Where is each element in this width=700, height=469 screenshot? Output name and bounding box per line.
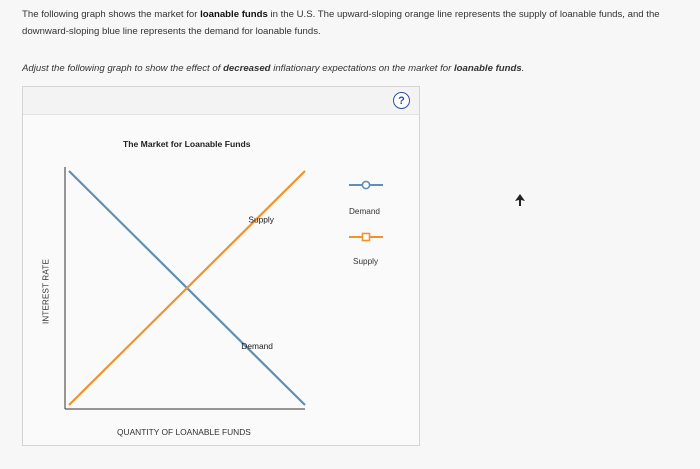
mouse-cursor-icon: [515, 194, 525, 206]
instruction-part-3: .: [521, 63, 525, 74]
instruction-part-1: Adjust the following graph to show the effect of: [22, 63, 224, 74]
chart-title: The Market for Loanable Funds: [123, 139, 251, 149]
legend-demand-label[interactable]: Demand: [349, 207, 380, 216]
instruction-text: [22, 63, 682, 74]
intro-text-1: The following graph shows the market for: [22, 9, 201, 20]
intro-bold-loanable-funds: loanable funds: [200, 9, 268, 20]
x-axis-label: QUANTITY OF LOANABLE FUNDS: [117, 427, 251, 437]
y-axis-label: INTEREST RATE: [41, 259, 51, 324]
intro-paragraph: [22, 6, 682, 40]
help-icon[interactable]: ?: [393, 92, 410, 109]
instruction-part-2: inflationary expectations on the market for: [270, 63, 454, 74]
legend-supply-marker[interactable]: [363, 234, 370, 241]
supply-curve-label: Supply: [248, 214, 274, 225]
instruction-bold-loanable-funds: loanable funds: [453, 63, 522, 74]
demand-curve-label: Demand: [241, 340, 273, 351]
instruction-bold-decreased: decreased: [223, 63, 271, 74]
legend-demand-marker[interactable]: [362, 181, 369, 188]
graph-panel: [22, 86, 420, 446]
intro-text-2: in the U.S. The upward-sloping orange line represents the supply of loanable funds, and the downward-sloping blue line represents the demand for loanable funds.: [22, 9, 660, 37]
plot-area: [23, 87, 419, 445]
legend-supply-label[interactable]: Supply: [353, 257, 379, 266]
